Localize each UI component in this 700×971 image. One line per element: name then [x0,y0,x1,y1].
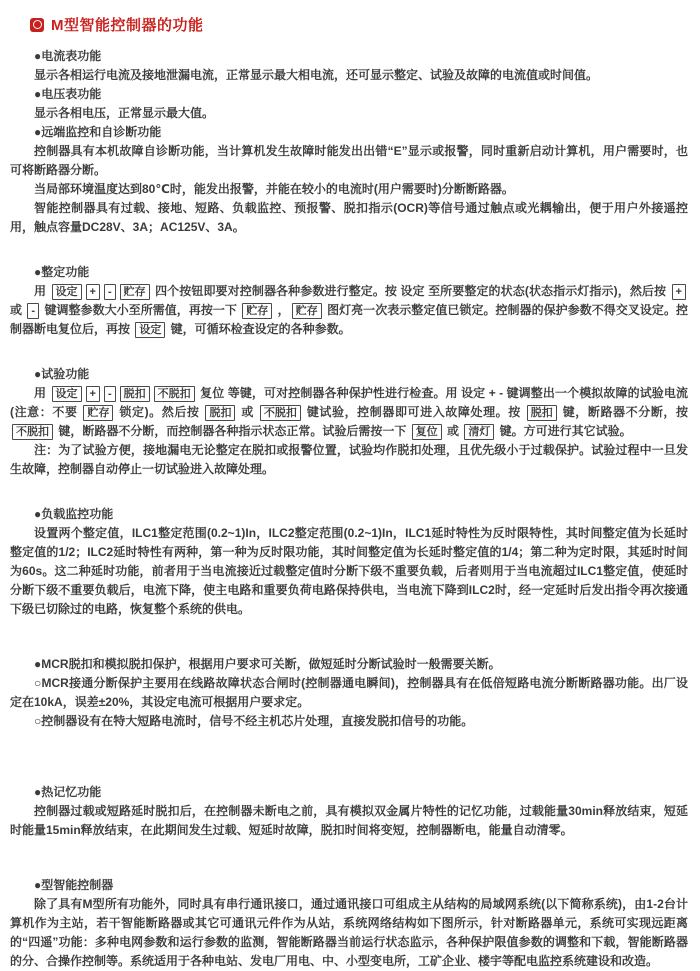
section-heading-load-monitor: ●负载监控功能 [34,507,114,521]
text-run: 或 [10,303,26,317]
text-run: 设置两个整定值，ILC1整定范围(0.2~1)In，ILC2整定范围(0.2~1)In，ILC1延时特性为反时限特性，其时间整定值为长延时整定值的1/2；ILC2延时特性有两种，第一种为反时限功能，其时间整定值为长延时整定值的1/4；第二种为定时限，其延时时间为60s。这二种延时功能，前者用于当电流接近过载整定值时分断下级不重要负载，后者则用于当电流超过ILC1整定值，使延时分断下级不重要负载后，电流下降，使主电路和重要负荷电路保持供电，当电流下降到ILC2时，经一定延时后发出指令再次接通下级已切除过的电路，恢复整个系统的供电。 [10,526,688,616]
panel-key-minus: - [104,386,116,402]
panel-key-set: 设定 [52,284,82,300]
panel-key-minus: - [27,303,39,319]
panel-key-store: 贮存 [120,284,150,300]
panel-key-store: 贮存 [242,303,272,319]
text-run: 锁定)。然后按 [115,405,204,419]
title-bullet-icon [30,18,44,32]
section-thermal-memory [10,783,688,840]
text-run: 注：为了试验方便，接地漏电无论整定在脱扣或报警位置，试验均作脱扣处理，且优先级小于过载保护。试验过程中一旦发 生故障，控制器自动停止一切试验进入故障处理。 [10,443,688,476]
panel-key-store: 贮存 [83,405,113,421]
text-run: 或 [443,424,463,438]
section-heading-mcr: ●MCR脱扣和模拟脱扣保护，根据用户要求可关断，做短延时分断试验时一般需要关断。 [34,657,501,671]
text-run: 键，可循环检查设定的各种参数。 [167,322,351,336]
document-sections [10,47,688,971]
panel-key-plus: + [86,386,100,402]
section-heading-remote-monitor: ●远端监控和自诊断功能 [34,125,162,139]
paragraph [10,524,688,619]
section-heading-thermal-memory: ●热记忆功能 [34,785,102,799]
paragraph [10,104,688,123]
section-heading-h-type: ●型智能控制器 [34,878,114,892]
section-heading-test: ●试验功能 [34,367,90,381]
paragraph [10,180,688,199]
panel-key-trip: 脱扣 [120,386,150,402]
section-heading-ammeter: ●电流表功能 [34,49,102,63]
text-run: 控制器过载或短路延时脱扣后，在控制器未断电之前，具有模拟双金属片特性的记忆功能，过载能量30min释放结束，短延时能量15min释放结束，在此期间发生过载、短延时故障，脱扣时间将变短，控制器断电，能量自动清零。 [10,804,688,837]
text-run: ○控制器设有在特大短路电流时，信号不经主机芯片处理，直接发脱扣信号的功能。 [34,714,474,728]
panel-key-set: 设定 [135,322,165,338]
text-run: 当局部环境温度达到80℃时，能发出报警，并能在较小的电流时(用户需要时)分断断路器。 [34,182,514,196]
panel-key-set: 设定 [52,386,82,402]
section-setting [10,263,688,339]
paragraph [10,66,688,85]
text-run: 键试验，控制器即可进入故障处理。按 [302,405,525,419]
section-ammeter [10,47,688,85]
section-voltmeter [10,85,688,123]
section-heading-setting: ●整定功能 [34,265,90,279]
text-run: 键调整参数大小至所需值，再按一下 [41,303,241,317]
paragraph [10,802,688,840]
panel-key-lamp-clear: 清灯 [464,424,494,440]
section-mcr [10,655,688,731]
text-run: ， [274,303,290,317]
panel-key-plus: + [672,284,686,300]
panel-key-no-trip: 不脱扣 [260,405,301,421]
text-run: ○MCR接通分断保护主要用在线路故障状态合闸时(控制器通电瞬间)，控制器具有在低倍短路电流分断断路器功能。出厂设定在10kA，误差±20%，其设定电流可根据用户要求定。 [10,676,688,709]
panel-key-trip: 脱扣 [205,405,235,421]
text-run: 四个按钮即要对控制器各种参数进行整定。按 设定 至所要整定的状态(状态指示灯指示)，然后按 [151,284,670,298]
text-run: 控制器具有本机故障自诊断功能，当计算机发生故障时能发出出错“E”显示或报警，同时重新启动计算机，用户需要时，也可将断路器分断。 [10,144,688,177]
text-run: 智能控制器具有过载、接地、短路、负载监控、预报警、脱扣指示(OCR)等信号通过触点或光耦输出，便于用户外接遥控用，触点容量DC28V、3A；AC125V、3A。 [10,201,688,234]
paragraph [10,674,688,712]
page-title: M型智能控制器的功能 [51,17,204,34]
section-test [10,365,688,479]
text-run: 用 [34,386,50,400]
paragraph [10,384,688,441]
text-run: 除了具有M型所有功能外，同时具有串行通讯接口，通过通讯接口可组成主从结构的局域网系统(以下简称系统)，由1-2台计算机作为主站，若干智能断路器或其它可通讯元件作为从站，系统网络结构如下图所示，针对断路器单元，系统可实现远距离的“四遥”功能：多种电网参数和运行参数的监测，智能断路器当前运行状态监示，各种保护限值参数的调整和下载，智能断路器的分、合操作控制等。系统适用于各种电站、发电厂用电、中、小型变电所，工矿企业、楼宇等配电监控系统建设和改造。 [10,897,688,968]
page-title-row [30,14,688,35]
panel-key-no-trip: 不脱扣 [154,386,195,402]
panel-key-store: 贮存 [292,303,322,319]
panel-key-no-trip: 不脱扣 [12,424,53,440]
text-run: 键，断路器不分断，按 [558,405,688,419]
title-bullet-ring [33,20,42,29]
panel-key-reset: 复位 [412,424,442,440]
section-h-type [10,876,688,971]
text-run: 图灯亮一次表示整定值已锁定。控制器的保护参数不得交叉设定。控制器断电复位后，再按 [10,303,688,336]
panel-key-plus: + [86,284,100,300]
paragraph [10,441,688,479]
section-heading-voltmeter: ●电压表功能 [34,87,102,101]
text-run: 复位 等键，可对控制器各种保护性进行检查。用 设定 + - 键调整出一个模拟故障的试验电流(注意：不要 [10,386,688,419]
section-load-monitor [10,505,688,619]
paragraph [10,895,688,971]
text-run: 键。方可进行其它试验。 [496,424,632,438]
section-remote-monitor [10,123,688,237]
paragraph [10,282,688,339]
paragraph [10,142,688,180]
text-run: 显示各相运行电流及接地泄漏电流，正常显示最大相电流，还可显示整定、试验及故障的电流值或时间值。 [34,68,599,82]
text-run: 键，断路器不分断，而控制器各种指示状态正常。试验后需按一下 [55,424,410,438]
panel-key-trip: 脱扣 [527,405,557,421]
paragraph [10,199,688,237]
text-run: 或 [237,405,258,419]
text-run: 显示各相电压，正常显示最大值。 [34,106,215,120]
paragraph [10,712,688,731]
panel-key-minus: - [104,284,116,300]
text-run: 用 [34,284,50,298]
